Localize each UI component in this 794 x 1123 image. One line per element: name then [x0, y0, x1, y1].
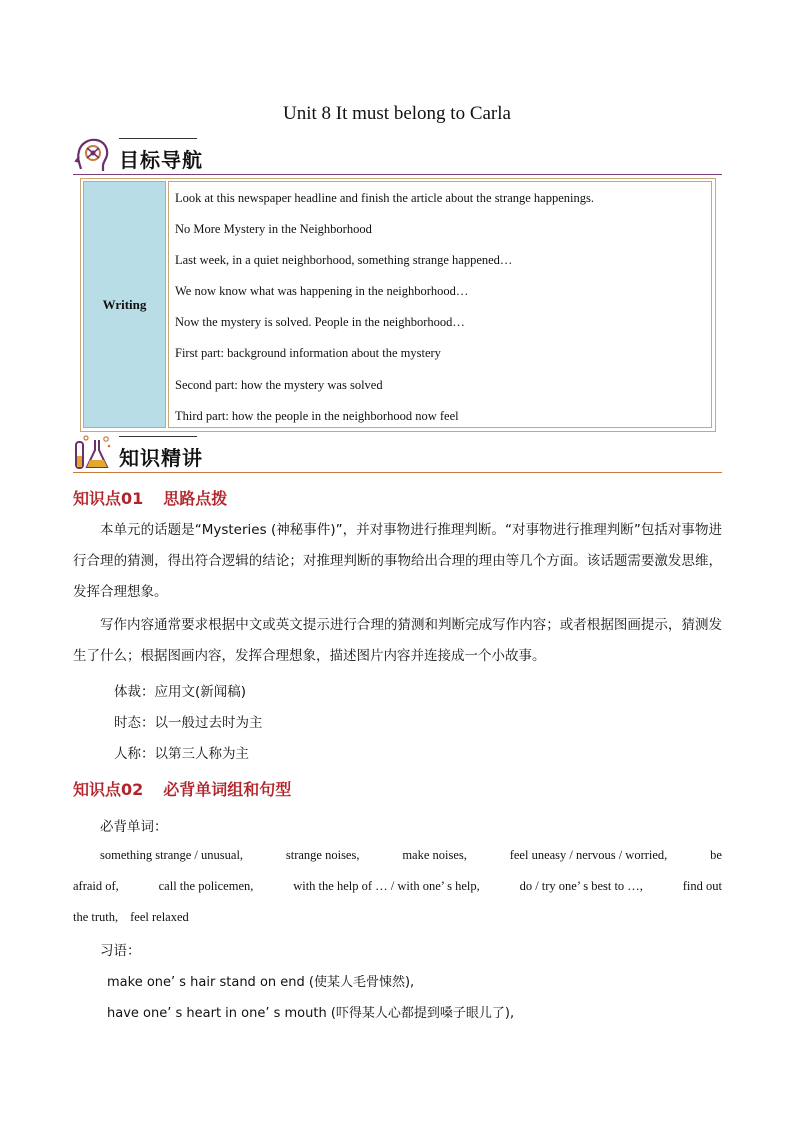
header-accent-line: [119, 138, 197, 139]
objective-line: No More Mystery in the Neighborhood: [175, 222, 372, 236]
section-title: 目标导航: [119, 148, 203, 172]
words-row: [73, 879, 722, 894]
section-header-knowledge: [73, 434, 722, 474]
word-phrase: do / try one’ s best to …,: [519, 879, 643, 893]
paragraph: 本单元的话题是“Mysteries (神秘事件)”，并对事物进行推理判断。“对事物进行推理判断”包括对事物进行合理的猜测，得出符合逻辑的结论；对推理判断的事物给出合理的理由等几个方面。该话题需要激发思维，发挥合理想象。: [73, 522, 722, 600]
objectives-label-cell: [83, 181, 166, 428]
objective-line: Look at this newspaper headline and finish the article about the strange happenings.: [175, 191, 594, 205]
objective-line: Now the mystery is solved. People in the neighborhood…: [175, 315, 465, 329]
genre-line: 体裁：应用文(新闻稿): [114, 684, 247, 700]
idiom-line: make one’ s hair stand on end (使某人毛骨悚然),: [107, 975, 415, 990]
word-phrase: find out: [682, 879, 722, 893]
objective-line: Last week, in a quiet neighborhood, something strange happened…: [175, 253, 513, 267]
word-phrase: strange noises,: [285, 848, 360, 862]
person-line: 人称：以第三人称为主: [114, 746, 249, 762]
section-divider: [73, 174, 722, 175]
brain-gear-icon: [73, 136, 111, 174]
word-phrase: call the policemen,: [158, 879, 254, 893]
word-phrase: be: [710, 848, 722, 862]
words-label: 必背单词：: [100, 819, 168, 835]
paragraph: 写作内容通常要求根据中文或英文提示进行合理的猜测和判断完成写作内容；或者根据图画提示，猜测发生了什么；根据图画内容，发挥合理想象，描述图片内容并连接成一个小故事。: [73, 617, 722, 664]
knowledge-point-title: 必背单词组和句型: [163, 780, 292, 799]
knowledge-point-title: 思路点拨: [163, 489, 228, 508]
word-phrase: make noises,: [402, 848, 467, 862]
idiom-line: have one’ s heart in one’ s mouth (吓得某人心都提到嗓子眼儿了),: [107, 1006, 515, 1021]
knowledge-point-number: 知识点02: [73, 780, 144, 799]
section-title: 知识精讲: [119, 446, 203, 470]
lab-flask-icon: [73, 434, 111, 472]
objective-line: Third part: how the people in the neighborhood now feel: [175, 409, 459, 423]
word-phrase: with the help of … / with one’ s help,: [293, 879, 480, 893]
word-phrase: the truth,: [73, 910, 119, 924]
word-phrase: something strange / unusual,: [100, 848, 244, 862]
objective-line: Second part: how the mystery was solved: [175, 378, 383, 392]
objective-line: First part: background information about the mystery: [175, 346, 441, 360]
idioms-label: 习语：: [100, 943, 141, 959]
objectives-content-cell: [168, 181, 712, 428]
objectives-table: [80, 178, 716, 432]
words-row: [73, 910, 722, 925]
tense-line: 时态：以一般过去时为主: [114, 715, 263, 731]
header-accent-line: [119, 436, 197, 437]
knowledge-point-heading: [73, 486, 227, 509]
word-phrase: afraid of,: [73, 879, 119, 893]
word-phrase: feel uneasy / nervous / worried,: [509, 848, 668, 862]
page-title: Unit 8 It must belong to Carla: [283, 103, 511, 124]
section-divider: [73, 472, 722, 473]
word-phrase: feel relaxed: [130, 910, 189, 924]
objective-line: We now know what was happening in the neighborhood…: [175, 284, 469, 298]
section-header-objectives: [73, 136, 722, 176]
knowledge-point-number: 知识点01: [73, 489, 144, 508]
objectives-label: Writing: [102, 296, 147, 312]
words-row: [73, 848, 722, 863]
knowledge-point-heading: [73, 777, 291, 800]
